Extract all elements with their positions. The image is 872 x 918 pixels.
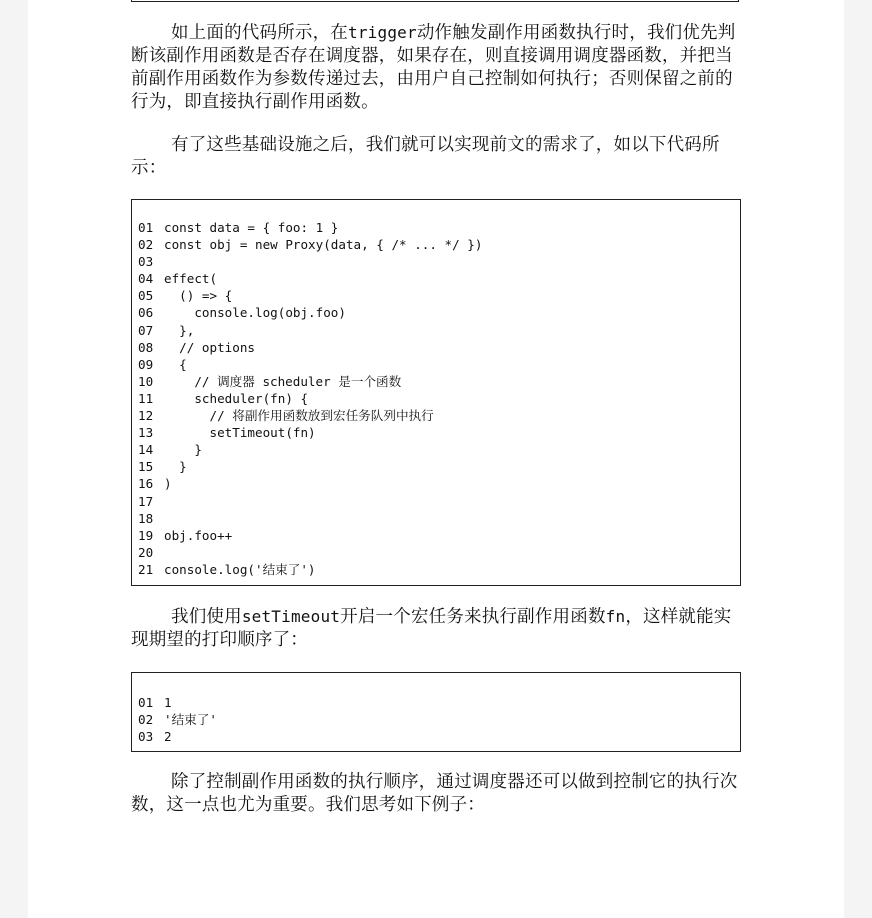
code-text: console.log(obj.foo) <box>164 305 346 321</box>
line-number: 02 <box>138 237 154 253</box>
line-number: 20 <box>138 544 154 560</box>
code-text: }, <box>164 322 195 338</box>
line-number: 01 <box>138 695 154 710</box>
line-number: 17 <box>138 493 154 509</box>
paragraph-text: 开启一个宏任务来执行副作用函数 <box>340 607 606 627</box>
paragraph-settimeout <box>131 605 741 652</box>
line-number: 07 <box>138 322 154 338</box>
line-number: 14 <box>138 442 154 458</box>
line-number: 05 <box>138 288 154 304</box>
code-listing <box>132 219 740 578</box>
line-number: 13 <box>138 425 154 441</box>
line-number: 12 <box>138 408 154 424</box>
code-line <box>138 339 740 356</box>
code-line <box>138 322 740 339</box>
code-line <box>138 407 740 424</box>
code-text: // 调度器 scheduler 是一个函数 <box>164 373 402 389</box>
code-line <box>138 711 740 728</box>
code-text: effect( <box>164 271 218 287</box>
line-number: 09 <box>138 356 154 372</box>
paragraph-text: 有了这些基础设施之后，我们就可以实现前文的需求了，如以下代码所示： <box>131 135 720 178</box>
code-text: const data = { foo: 1 } <box>164 220 339 235</box>
paragraph-text: 我们使用 <box>171 607 242 627</box>
line-number: 19 <box>138 527 154 543</box>
code-line <box>138 219 740 236</box>
code-line <box>138 475 740 492</box>
code-line <box>138 304 740 321</box>
code-line <box>138 253 740 270</box>
paragraph-scheduler-explanation <box>131 21 741 114</box>
code-line <box>138 424 740 441</box>
paragraph-text: 动作触发副作用函数执行时，我们优先判断该副作用函数是否存在调度器，如果存在，则直接调用调度器函数，并把当前副作用函数作为参数传递过去，由用户自己控制如何执行；否则保留之前的行为，即直接执行副作用函数。 <box>131 23 736 112</box>
line-number: 18 <box>138 510 154 526</box>
inline-code-settimeout: setTimeout <box>241 607 341 626</box>
line-number: 06 <box>138 305 154 321</box>
code-text: // 将副作用函数放到宏任务队列中执行 <box>164 408 434 424</box>
line-number: 03 <box>138 254 154 270</box>
paragraph-text: 除了控制副作用函数的执行顺序，通过调度器还可以做到控制它的执行次数，这一点也尤为重要。我们思考如下例子： <box>131 772 738 815</box>
code-text: obj.foo++ <box>164 527 233 543</box>
inline-code-trigger: trigger <box>348 23 417 42</box>
code-line <box>138 561 740 578</box>
code-text: () => { <box>164 288 233 304</box>
code-text: } <box>164 442 202 458</box>
code-line <box>138 510 740 527</box>
code-text: setTimeout(fn) <box>164 425 316 441</box>
code-line <box>138 270 740 287</box>
line-number: 01 <box>138 220 154 235</box>
paragraph-execution-count <box>131 771 741 817</box>
line-number: 15 <box>138 459 154 475</box>
paragraph-text: 如上面的代码所示，在 <box>171 23 348 43</box>
code-text: '结束了' <box>164 712 217 728</box>
code-line <box>138 493 740 510</box>
line-number: 11 <box>138 390 154 406</box>
code-text: { <box>164 356 187 372</box>
code-text: ) <box>164 476 172 492</box>
code-block-scheduler-example <box>131 199 741 586</box>
code-line <box>138 728 740 745</box>
code-line <box>138 527 740 544</box>
inline-code-fn: fn <box>605 607 626 626</box>
code-text: scheduler(fn) { <box>164 390 309 406</box>
code-line <box>138 373 740 390</box>
paragraph-intro-code <box>131 134 741 180</box>
code-line <box>138 544 740 561</box>
code-line <box>138 694 740 711</box>
code-line <box>138 236 740 253</box>
code-block-output <box>131 672 741 752</box>
line-number: 03 <box>138 729 154 745</box>
code-text: console.log('结束了') <box>164 561 316 577</box>
line-number: 02 <box>138 712 154 728</box>
line-number: 04 <box>138 271 154 287</box>
code-line <box>138 458 740 475</box>
line-number: 16 <box>138 476 154 492</box>
code-line <box>138 441 740 458</box>
output-listing <box>132 694 740 745</box>
code-line <box>138 356 740 373</box>
code-text: 2 <box>164 729 172 745</box>
code-line <box>138 287 740 304</box>
line-number: 21 <box>138 561 154 577</box>
code-text: // options <box>164 339 255 355</box>
paragraph-text: ，这样就能实现期望的打印顺序了： <box>131 607 732 650</box>
code-text: const obj = new Proxy(data, { /* ... */ }) <box>164 237 483 253</box>
code-line <box>138 390 740 407</box>
code-text: 1 <box>164 695 172 710</box>
line-number: 10 <box>138 373 154 389</box>
previous-code-box-edge <box>131 0 739 2</box>
code-text: } <box>164 459 187 475</box>
line-number: 08 <box>138 339 154 355</box>
